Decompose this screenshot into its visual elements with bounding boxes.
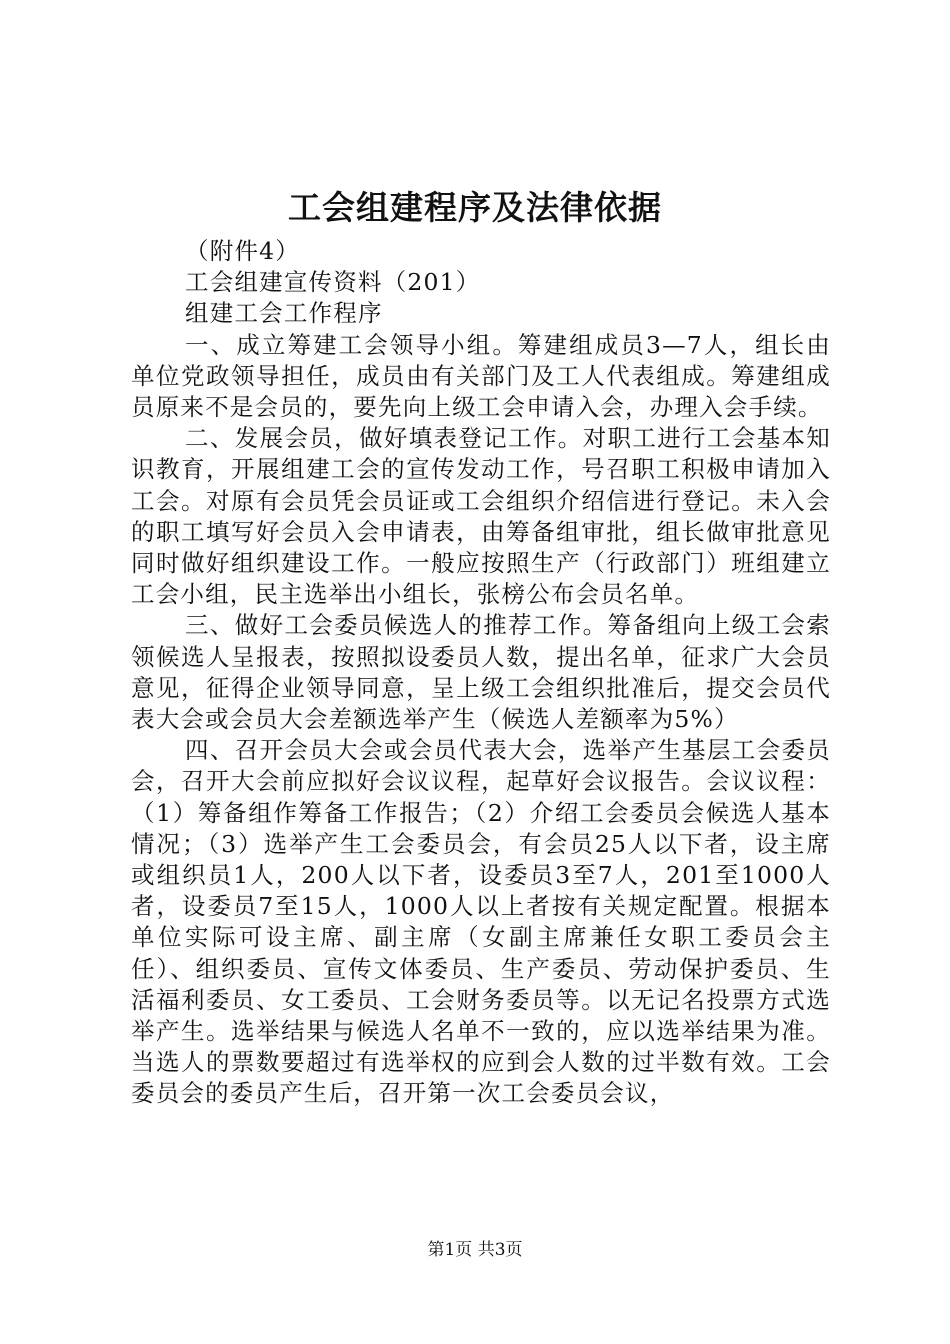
page-footer: 第1页 共3页 bbox=[427, 1240, 523, 1260]
paragraph-step-3: 三、做好工会委员候选人的推荐工作。筹备组向上级工会索领候选人呈报表，按照拟设委员人数，提出名单，征求广大会员意见，征得企业领导同意，呈上级工会组织批准后，提交会员代表大会或会员大会差额选举产生（候选人差额率为5%） bbox=[131, 611, 831, 734]
paragraph-step-2: 二、发展会员，做好填表登记工作。对职工进行工会基本知识教育，开展组建工会的宣传发动工作，号召职工积极申请加入工会。对原有会员凭会员证或工会组织介绍信进行登记。未入会的职工填写好会员入会申请表，由筹备组审批，组长做审批意见同时做好组织建设工作。一般应按照生产（行政部门）班组建立工会小组，民主选举出小组长，张榜公布会员名单。 bbox=[131, 424, 831, 609]
paragraph-procedure-title: 组建工会工作程序 bbox=[185, 299, 383, 328]
paragraph-attachment: （附件4） bbox=[185, 237, 300, 265]
paragraph-step-1: 一、成立筹建工会领导小组。筹建组成员3—7人，组长由单位党政领导担任，成员由有关部门及工人代表组成。筹建组成员原来不是会员的，要先向上级工会申请入会，办理入会手续。 bbox=[131, 330, 831, 422]
paragraph-material-title: 工会组建宣传资料（201） bbox=[185, 268, 481, 297]
document-title: 工会组建程序及法律依据 bbox=[288, 188, 662, 227]
document-body bbox=[131, 236, 831, 1110]
paragraph-step-4: 四、召开会员大会或会员代表大会，选举产生基层工会委员会，召开大会前应拟好会议议程，起草好会议报告。会议议程：（1）筹备组作筹备工作报告；（2）介绍工会委员会候选人基本情况；（3）选举产生工会委员会，有会员25人以下者，设主席或组织员1人，200人以下者，设委员3至7人，201至1000人者，设委员7至15人，1000人以上者按有关规定配置。根据本单位实际可设主席、副主席（女副主席兼任女职工委员会主任）、组织委员、宣传文体委员、生产委员、劳动保护委员、生活福利委员、女工委员、工会财务委员等。以无记名投票方式选举产生。选举结果与候选人名单不一致的，应以选举结果为准。当选人的票数要超过有选举权的应到会人数的过半数有效。工会委员会的委员产生后，召开第一次工会委员会议， bbox=[131, 736, 831, 1108]
